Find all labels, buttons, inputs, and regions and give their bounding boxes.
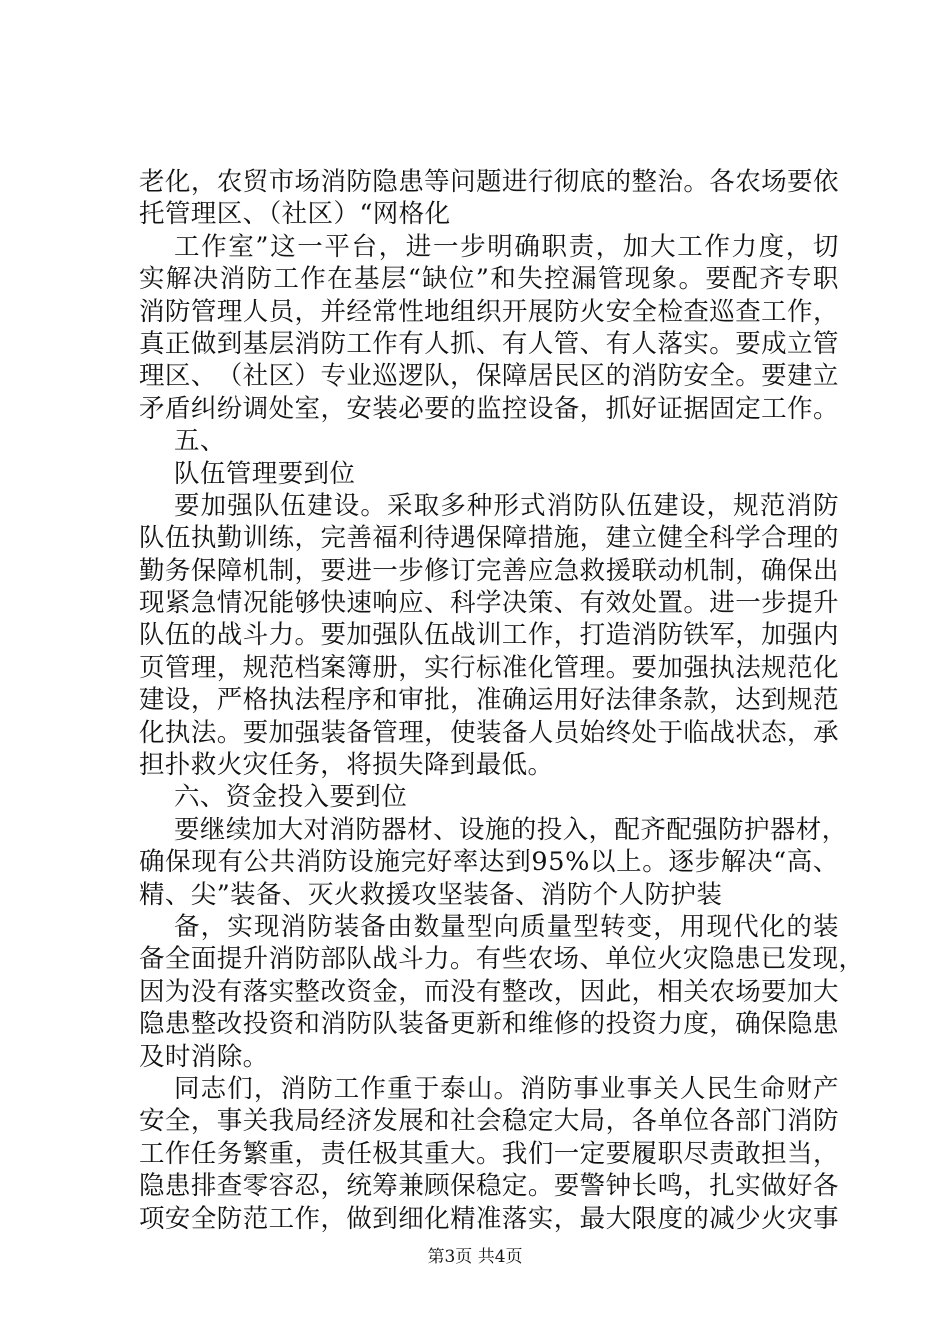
text-line: 消 防 管 理 人 员 ， 并 经 常 性 地 组 织 开 展 防 火 安 全 检 查 巡 查 工 作 ， [139, 296, 839, 327]
text-line: 化 执 法 。 要 加 强 装 备 管 理 ， 使 装 备 人 员 始 终 处 于 临 战 状 态 ， 承 [139, 717, 839, 748]
text-line: 备 全 面 提 升 消 防 部 队 战 斗 力 。 有 些 农 场 、 单 位 火 灾 隐 患 已 发 现 ， [139, 944, 865, 975]
text-line: 工 作 室 ” 这 一 平 台 ， 进 一 步 明 确 职 责 ， 加 大 工 作 力 度 ， 切 [174, 231, 839, 262]
section-heading: 队伍管理要到位 [174, 458, 356, 489]
text-line: 要 加 强 队 伍 建 设 。 采 取 多 种 形 式 消 防 队 伍 建 设 ， 规 范 消 防 [174, 490, 839, 521]
text-line: 隐 患 排 查 零 容 忍 ， 统 筹 兼 顾 保 稳 定 。 要 警 钟 长 鸣 ， 扎 实 做 好 各 [139, 1171, 839, 1202]
section-heading: 六、资金投入要到位 [174, 782, 408, 813]
text-line: 老 化 ， 农 贸 市 场 消 防 隐 患 等 问 题 进 行 彻 底 的 整 治 。 各 农 场 要 依 [139, 167, 839, 197]
text-line: 勤 务 保 障 机 制 ， 要 进 一 步 修 订 完 善 应 急 救 援 联 动 机 制 ， 确 保 出 [139, 555, 839, 586]
document-body [139, 166, 865, 1235]
text-line: 实 解 决 消 防 工 作 在 基 层 “ 缺 位 ” 和 失 控 漏 管 现 象 。 要 配 齐 专 职 [139, 264, 839, 295]
text-line: 确 保 现 有 公 共 消 防 设 施 完 好 率 达 到 9 5 % 以 上 。 逐 步 解 决 “ 高 、 [139, 847, 839, 878]
text-line: 建 设 ， 严 格 执 法 程 序 和 审 批 ， 准 确 运 用 好 法 律 条 款 ， 达 到 规 范 [139, 685, 839, 716]
text-line: 真 正 做 到 基 层 消 防 工 作 有 人 抓 、 有 人 管 、 有 人 落 实 。 要 成 立 管 [139, 328, 839, 359]
text-line: 托管理区、（社区）“网格化 [139, 199, 451, 230]
text-line: 备 ， 实 现 消 防 装 备 由 数 量 型 向 质 量 型 转 变 ， 用 现 代 化 的 装 [174, 911, 839, 942]
text-line: 精、尖”装备、灭火救援攻坚装备、消防个人防护装 [139, 879, 723, 910]
text-line: 队 伍 的 战 斗 力 。 要 加 强 队 伍 战 训 工 作 ， 打 造 消 防 铁 军 ， 加 强 内 [139, 620, 839, 651]
text-line: 安 全 ， 事 关 我 局 经 济 发 展 和 社 会 稳 定 大 局 ， 各 单 位 各 部 门 消 防 [139, 1106, 839, 1137]
text-line: 理 区 、 （ 社 区 ） 专 业 巡 逻 队 ， 保 障 居 民 区 的 消 防 安 全 。 要 建 立 [139, 361, 839, 392]
text-line: 项 安 全 防 范 工 作 ， 做 到 细 化 精 准 落 实 ， 最 大 限 度 的 减 少 火 灾 事 [139, 1203, 839, 1234]
text-line: 担扑救火灾任务，将损失降到最低。 [139, 750, 554, 781]
text-line: 页 管 理 ， 规 范 档 案 簿 册 ， 实 行 标 准 化 管 理 。 要 加 强 执 法 规 范 化 [139, 652, 839, 683]
text-line: 因 为 没 有 落 实 整 改 资 金 ， 而 没 有 整 改 ， 因 此 ， 相 关 农 场 要 加 大 [139, 976, 839, 1007]
text-line: 队 伍 执 勤 训 练 ， 完 善 福 利 待 遇 保 障 措 施 ， 建 立 健 全 科 学 合 理 的 [139, 523, 839, 554]
text-line: 现 紧 急 情 况 能 够 快 速 响 应 、 科 学 决 策 、 有 效 处 置 。 进 一 步 提 升 [139, 588, 839, 619]
text-line: 隐 患 整 改 投 资 和 消 防 队 装 备 更 新 和 维 修 的 投 资 力 度 ， 确 保 隐 患 [139, 1009, 839, 1040]
text-line: 要 继 续 加 大 对 消 防 器 材 、 设 施 的 投 入 ， 配 齐 配 强 防 护 器 材 ， [174, 814, 848, 845]
text-line: 矛 盾 纠 纷 调 处 室 ， 安 装 必 要 的 监 控 设 备 ， 抓 好 证 据 固 定 工 作 。 [139, 393, 839, 424]
page-number-footer: 第3页 共4页 [427, 1247, 523, 1267]
text-line: 及时消除。 [139, 1041, 269, 1072]
text-line: 同 志 们 ， 消 防 工 作 重 于 泰 山 。 消 防 事 业 事 关 人 民 生 命 财 产 [174, 1073, 839, 1104]
text-line: 工 作 任 务 繁 重 ， 责 任 极 其 重 大 。 我 们 一 定 要 履 职 尽 责 敢 担 当 ， [139, 1138, 839, 1169]
section-heading-number: 五、 [174, 426, 226, 457]
